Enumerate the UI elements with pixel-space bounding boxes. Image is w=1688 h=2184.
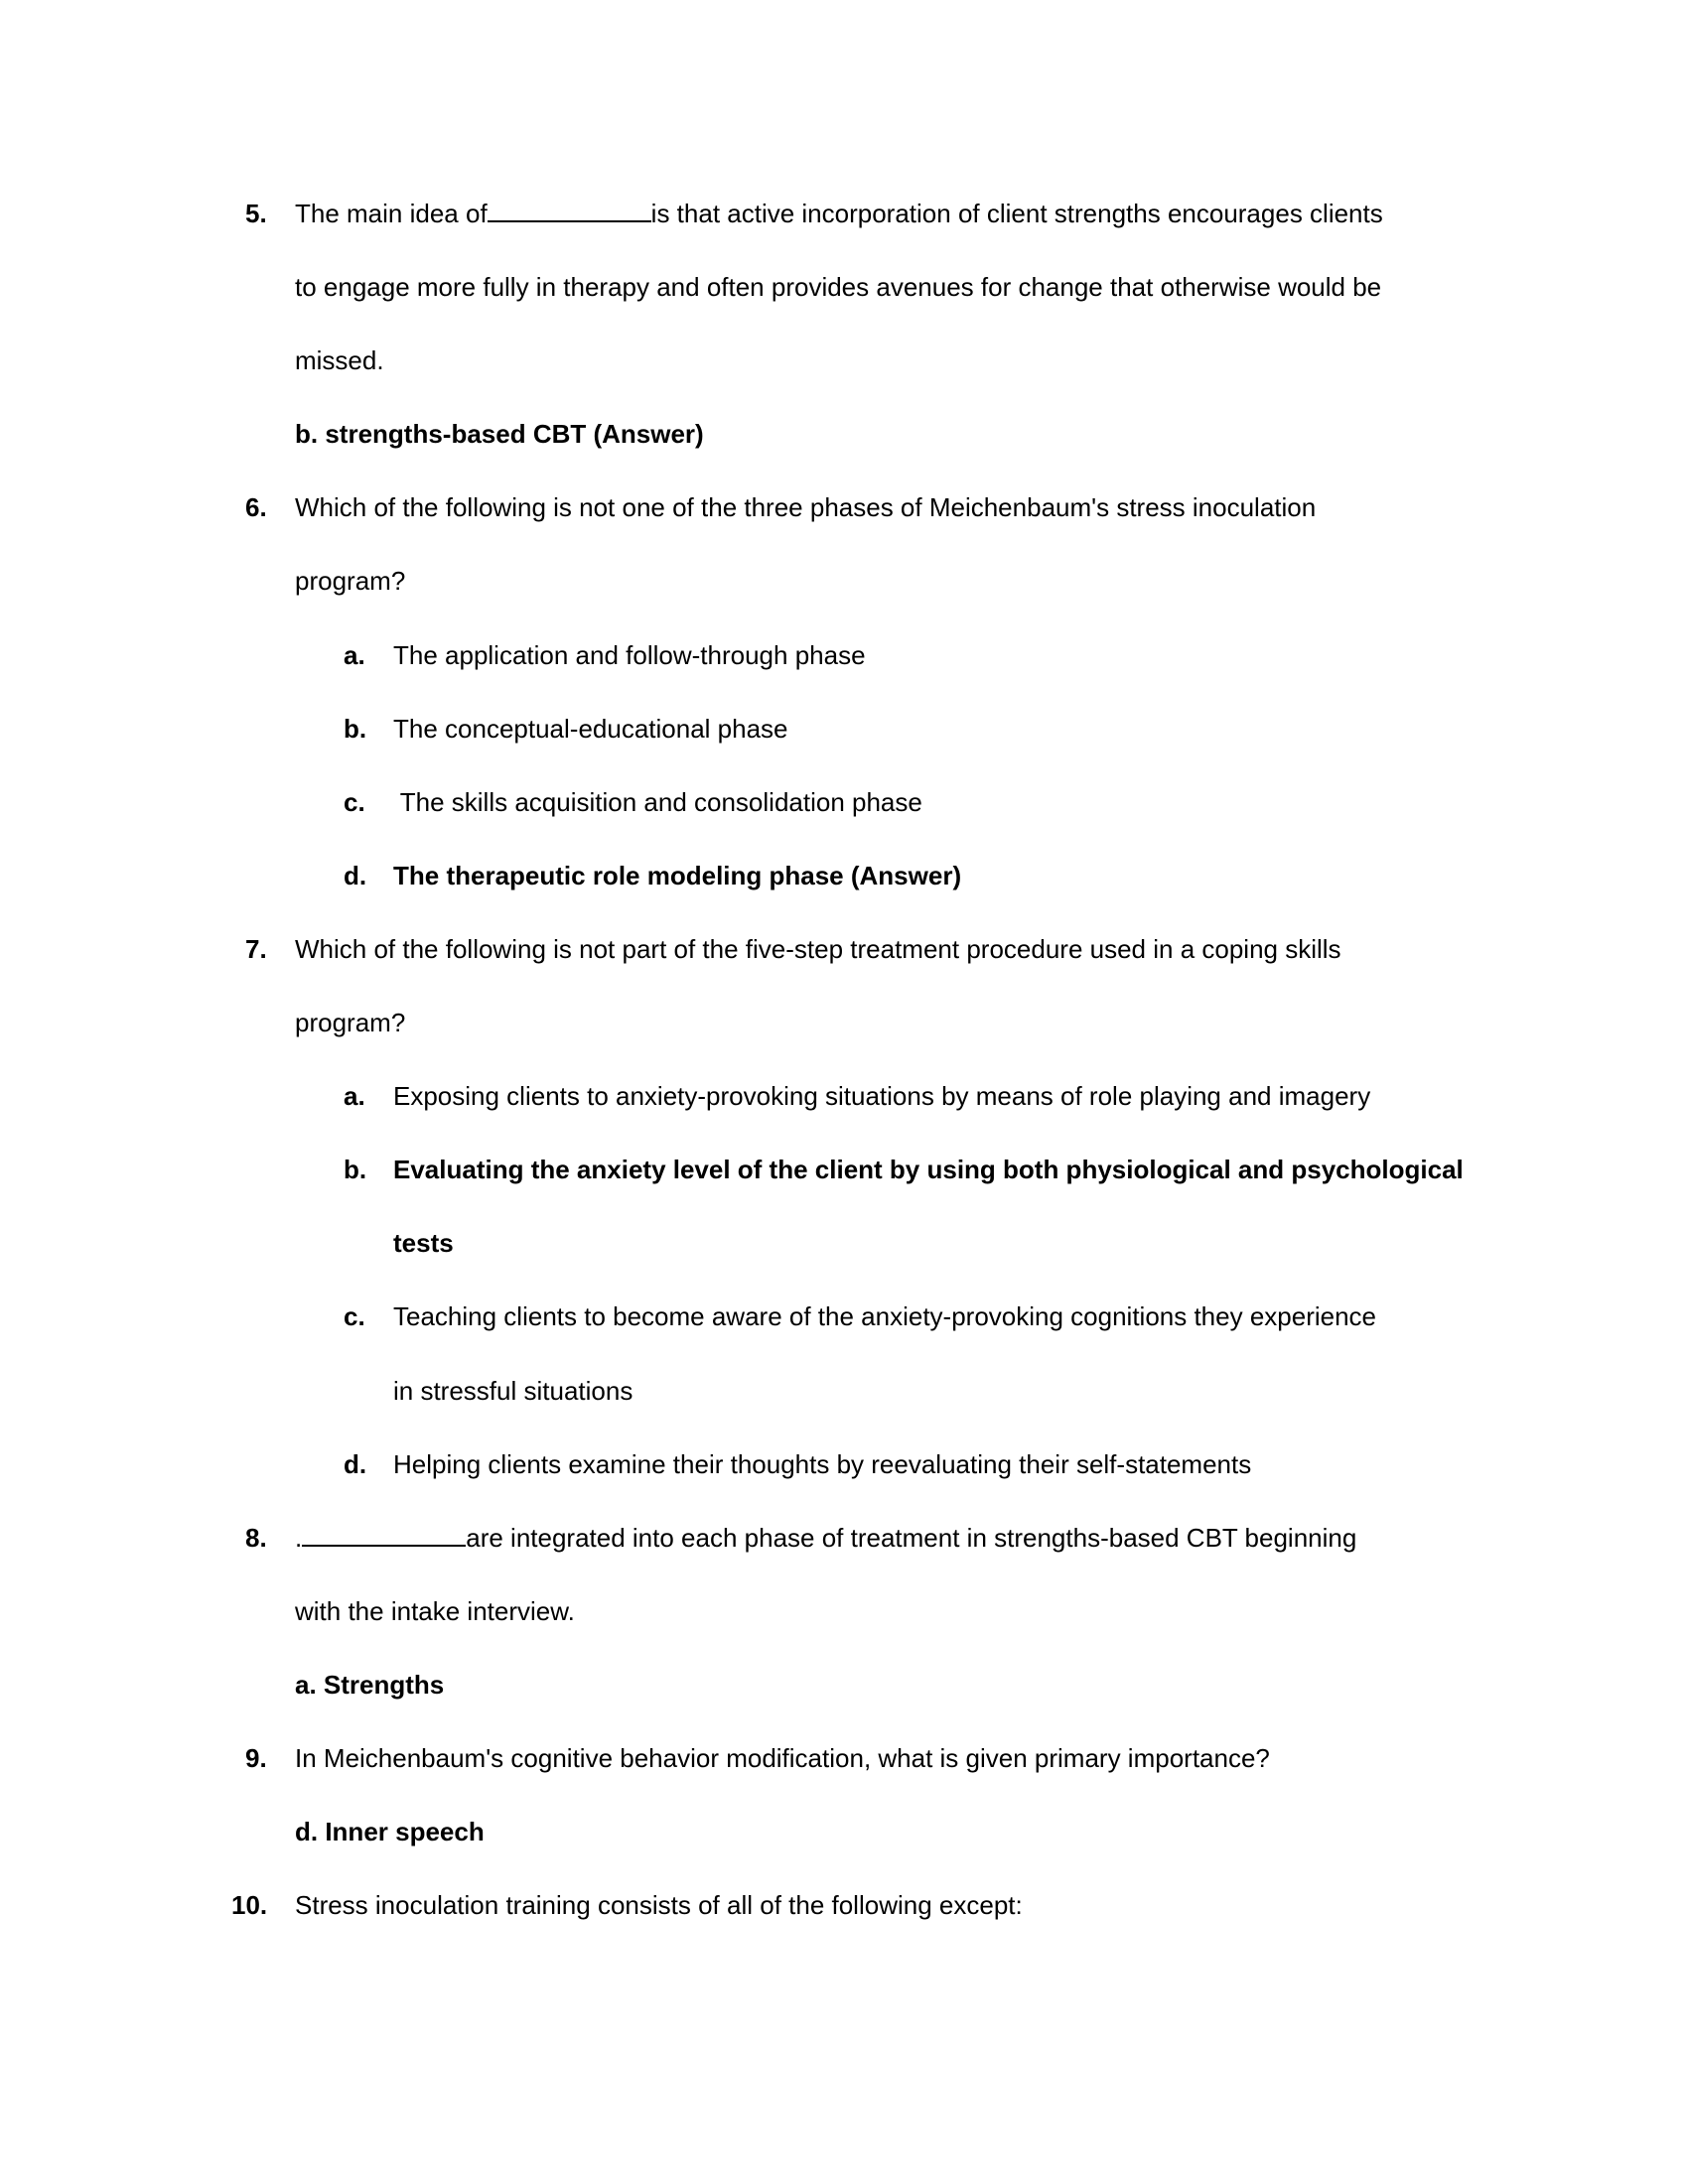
question-text: are integrated into each phase of treatment in strengths-based CBT beginning	[466, 1522, 1357, 1553]
question-7	[0, 912, 1688, 986]
option-b	[0, 1133, 1688, 1206]
option-text: Helping clients examine their thoughts by reevaluating their self-statements	[393, 1448, 1252, 1479]
option-text-answer: Evaluating the anxiety level of the client by using both physiological and psychological	[393, 1155, 1464, 1185]
question-9	[0, 1721, 1688, 1795]
question-number: 7.	[245, 933, 267, 964]
question-text: program?	[295, 1008, 406, 1038]
question-number: 9.	[245, 1742, 267, 1773]
question-text: Which of the following is not part of the five-step treatment procedure used in a coping skills	[295, 933, 1341, 964]
fill-in-blank	[488, 199, 651, 222]
option-d	[0, 1428, 1688, 1501]
option-c	[0, 1280, 1688, 1353]
option-letter: d.	[344, 1448, 367, 1479]
question-number: 6.	[245, 492, 267, 523]
option-text: The conceptual-educational phase	[393, 713, 788, 744]
question-text: with the intake interview.	[295, 1595, 575, 1626]
answer: b. strengths-based CBT (Answer)	[295, 419, 704, 450]
question-8	[0, 1501, 1688, 1574]
option-text-answer: tests	[393, 1228, 454, 1259]
question-number: 8.	[245, 1522, 267, 1553]
option-letter: a.	[344, 639, 365, 670]
option-d	[0, 839, 1688, 912]
option-text-answer: The therapeutic role modeling phase (Answer)	[393, 860, 962, 890]
option-text: The skills acquisition and consolidation phase	[393, 786, 922, 817]
question-number: 5.	[245, 199, 267, 228]
question-6	[0, 471, 1688, 544]
option-letter: c.	[344, 1301, 365, 1332]
option-letter: b.	[344, 713, 367, 744]
option-text: Teaching clients to become aware of the anxiety-provoking cognitions they experience	[393, 1301, 1377, 1332]
option-a	[0, 1059, 1688, 1133]
question-text: program?	[295, 566, 406, 597]
question-text: .	[295, 1522, 303, 1553]
option-letter: d.	[344, 860, 367, 890]
option-letter: a.	[344, 1081, 365, 1112]
option-b	[0, 692, 1688, 765]
option-text: The application and follow-through phase	[393, 639, 866, 670]
question-text: In Meichenbaum's cognitive behavior modification, what is given primary importance?	[295, 1742, 1270, 1773]
option-c	[0, 765, 1688, 839]
option-text: in stressful situations	[393, 1375, 633, 1406]
answer: d. Inner speech	[295, 1817, 485, 1847]
document-page	[0, 177, 1688, 1942]
question-5	[0, 177, 1688, 250]
question-text: missed.	[295, 345, 384, 376]
answer: a. Strengths	[295, 1669, 445, 1700]
option-letter: c.	[344, 786, 365, 817]
question-10	[0, 1868, 1688, 1942]
question-text: is that active incorporation of client strengths encourages clients	[650, 199, 1383, 228]
question-text: Which of the following is not one of the three phases of Meichenbaum's stress inoculation	[295, 492, 1317, 523]
option-text: Exposing clients to anxiety-provoking situations by means of role playing and imagery	[393, 1081, 1371, 1112]
question-text: The main idea of	[295, 199, 488, 228]
question-text: Stress inoculation training consists of all of the following except:	[295, 1890, 1023, 1921]
fill-in-blank	[302, 1523, 466, 1547]
question-number: 10.	[231, 1890, 268, 1921]
question-text: to engage more fully in therapy and often provides avenues for change that otherwise would be	[295, 272, 1382, 303]
option-letter: b.	[344, 1155, 367, 1185]
option-a	[0, 618, 1688, 692]
